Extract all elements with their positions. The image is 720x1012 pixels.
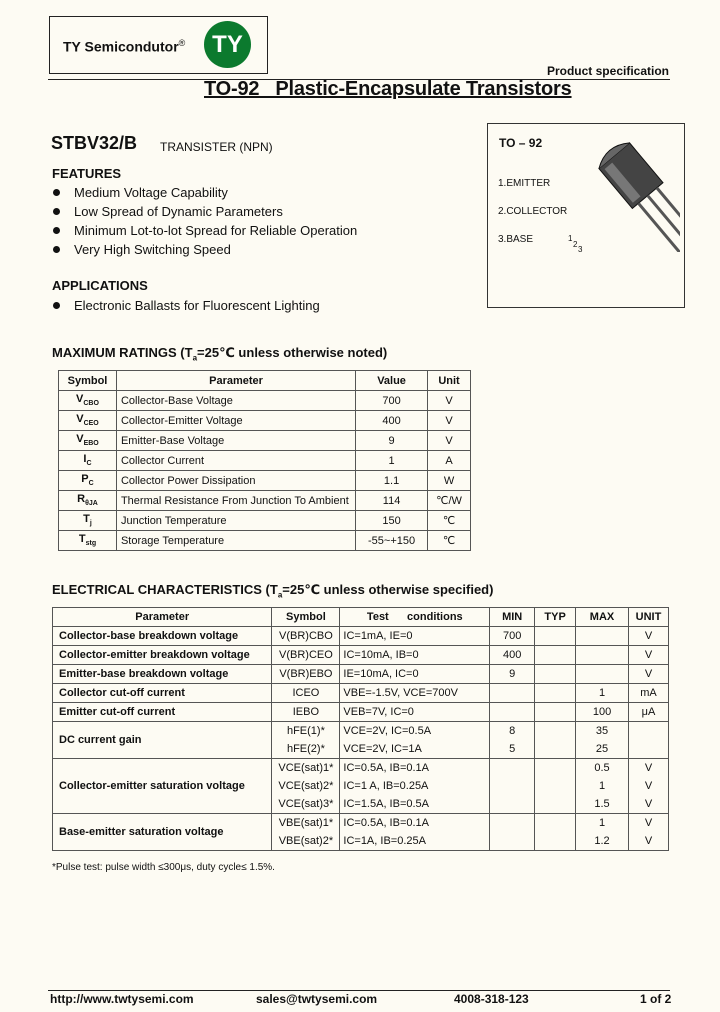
table-row <box>53 703 669 722</box>
symbol-cell: V(BR)CEO <box>272 646 340 665</box>
list-item: Low Spread of Dynamic Parameters <box>48 202 357 221</box>
conditions-cell: VBE=-1.5V, VCE=700V <box>340 684 490 703</box>
parameter-cell: Collector-emitter saturation voltage <box>53 759 272 814</box>
max-cell: 1 <box>576 814 629 833</box>
table-row <box>53 665 669 684</box>
table-row <box>53 722 669 741</box>
parameter-cell: Collector-Base Voltage <box>116 391 355 411</box>
symbol-cell: VCE(sat)1* <box>272 759 340 778</box>
symbol-cell: hFE(2)* <box>272 740 340 759</box>
unit-cell <box>628 740 668 759</box>
value-cell: 150 <box>356 511 428 531</box>
table-row <box>53 759 669 778</box>
typ-cell <box>535 795 576 814</box>
unit-cell: V <box>628 759 668 778</box>
conditions-cell: IC=0.5A, IB=0.1A <box>340 814 490 833</box>
pin-number-2: 2 <box>573 240 578 249</box>
typ-cell <box>535 759 576 778</box>
elec-heading: ELECTRICAL CHARACTERISTICS ($T_a=25℃$ unless otherwise specified) <box>52 582 494 600</box>
conditions-cell: IC=1.5A, IB=0.5A <box>340 795 490 814</box>
conditions-cell: IC=10mA, IB=0 <box>340 646 490 665</box>
symbol-cell <box>59 511 117 531</box>
max-cell: 35 <box>576 722 629 741</box>
max-ratings-heading: MAXIMUM RATINGS ($T_a=25℃$ unless otherwise noted) <box>52 345 388 363</box>
typ-cell <box>535 665 576 684</box>
symbol-main: V <box>76 433 84 446</box>
list-item: Medium Voltage Capability <box>48 183 357 202</box>
unit-cell: V <box>628 795 668 814</box>
conditions-cell: VEB=7V, IC=0 <box>340 703 490 722</box>
symbol-cell <box>59 491 117 511</box>
typ-cell <box>535 740 576 759</box>
unit-cell: A <box>428 451 471 471</box>
max-cell <box>576 665 629 684</box>
table-row <box>59 411 471 431</box>
applications-heading: APPLICATIONS <box>52 278 148 293</box>
pin-number-1: 1 <box>568 234 573 243</box>
symbol-sub: θJA <box>85 500 98 508</box>
min-cell <box>490 703 535 722</box>
value-cell: 700 <box>356 391 428 411</box>
symbol-sub: CBO <box>83 400 99 408</box>
conditions-cell: IC=1 A, IB=0.25A <box>340 777 490 795</box>
symbol-sub: j <box>89 520 92 528</box>
to92-package-image <box>562 140 680 252</box>
pin-2-label: 2.COLLECTOR <box>498 206 568 217</box>
table-row <box>59 531 471 551</box>
typ-cell <box>535 722 576 741</box>
table-row <box>59 491 471 511</box>
footer-email[interactable]: sales@twtysemi.com <box>256 992 378 1006</box>
col-header: Unit <box>428 371 471 391</box>
max-cell <box>576 627 629 646</box>
symbol-cell <box>59 451 117 471</box>
conditions-cell: IC=0.5A, IB=0.1A <box>340 759 490 778</box>
symbol-sub: CEO <box>83 420 99 428</box>
min-cell: 9 <box>490 665 535 684</box>
electrical-table <box>52 607 669 851</box>
min-cell <box>490 684 535 703</box>
col-header: Parameter <box>53 608 272 627</box>
symbol-cell: V(BR)CBO <box>272 627 340 646</box>
max-cell: 25 <box>576 740 629 759</box>
col-header: Value <box>356 371 428 391</box>
unit-cell: V <box>628 646 668 665</box>
table-row <box>53 814 669 833</box>
max-cell: 1 <box>576 684 629 703</box>
unit-cell: V <box>628 627 668 646</box>
value-cell: 1 <box>356 451 428 471</box>
pin-3-label: 3.BASE <box>498 234 534 245</box>
footer-url[interactable]: http://www.twtysemi.com <box>50 992 194 1006</box>
unit-cell: V <box>628 832 668 851</box>
table-row <box>53 684 669 703</box>
unit-cell: ℃ <box>428 531 471 551</box>
col-header: MAX <box>576 608 629 627</box>
table-row <box>53 646 669 665</box>
value-cell: 1.1 <box>356 471 428 491</box>
part-number: STBV32/B <box>51 133 138 153</box>
value-cell: 114 <box>356 491 428 511</box>
conditions-cell: VCE=2V, IC=1A <box>340 740 490 759</box>
col-header: TYP <box>535 608 576 627</box>
symbol-cell: ICEO <box>272 684 340 703</box>
unit-cell: V <box>428 391 471 411</box>
parameter-cell: Base-emitter saturation voltage <box>53 814 272 851</box>
parameter-cell: Collector-emitter breakdown voltage <box>53 646 272 665</box>
footer-divider <box>48 990 670 991</box>
applications-list <box>48 296 320 315</box>
col-header: Test conditions <box>340 608 490 627</box>
features-heading: FEATURES <box>52 166 122 181</box>
parameter-cell: Collector cut-off current <box>53 684 272 703</box>
col-header: MIN <box>490 608 535 627</box>
min-cell: 400 <box>490 646 535 665</box>
ty-logo: TY <box>204 21 251 68</box>
features-list <box>48 183 357 259</box>
page-title: TO-92 Plastic-Encapsulate Transistors <box>204 78 572 100</box>
unit-cell: V <box>428 431 471 451</box>
max-ratings-table <box>58 370 471 551</box>
table-row <box>59 471 471 491</box>
symbol-cell: hFE(1)* <box>272 722 340 741</box>
col-header: Parameter <box>116 371 355 391</box>
min-cell <box>490 795 535 814</box>
conditions-cell: VCE=2V, IC=0.5A <box>340 722 490 741</box>
brand-name: TY Semicondutor® <box>63 38 186 55</box>
parameter-cell: Collector Current <box>116 451 355 471</box>
col-header: UNIT <box>628 608 668 627</box>
symbol-cell: VCE(sat)3* <box>272 795 340 814</box>
table-row <box>59 431 471 451</box>
table-row <box>59 451 471 471</box>
footer-phone: 4008-318-123 <box>454 992 529 1006</box>
table-row <box>59 511 471 531</box>
parameter-cell: Emitter-base breakdown voltage <box>53 665 272 684</box>
min-cell <box>490 759 535 778</box>
unit-cell <box>628 722 668 741</box>
typ-cell <box>535 832 576 851</box>
parameter-cell: Collector Power Dissipation <box>116 471 355 491</box>
symbol-cell <box>59 431 117 451</box>
value-cell: 400 <box>356 411 428 431</box>
max-cell: 1.2 <box>576 832 629 851</box>
symbol-cell <box>59 411 117 431</box>
parameter-cell: Collector-Emitter Voltage <box>116 411 355 431</box>
symbol-main: I <box>83 453 87 466</box>
min-cell: 700 <box>490 627 535 646</box>
typ-cell <box>535 646 576 665</box>
col-header: Symbol <box>59 371 117 391</box>
typ-cell <box>535 777 576 795</box>
typ-cell <box>535 703 576 722</box>
parameter-cell: Storage Temperature <box>116 531 355 551</box>
parameter-cell: Emitter-Base Voltage <box>116 431 355 451</box>
unit-cell: ℃ <box>428 511 471 531</box>
symbol-main: V <box>76 393 84 406</box>
symbol-cell: IEBO <box>272 703 340 722</box>
conditions-cell: IE=10mA, IC=0 <box>340 665 490 684</box>
value-cell: -55~+150 <box>356 531 428 551</box>
max-cell <box>576 646 629 665</box>
symbol-sub: C <box>86 460 92 468</box>
symbol-cell <box>59 531 117 551</box>
pin-1-label: 1.EMITTER <box>498 178 551 189</box>
list-item: Electronic Ballasts for Fluorescent Lighting <box>48 296 320 315</box>
unit-cell: V <box>628 665 668 684</box>
symbol-cell <box>59 391 117 411</box>
symbol-cell: VBE(sat)2* <box>272 832 340 851</box>
max-cell: 100 <box>576 703 629 722</box>
table-row <box>53 627 669 646</box>
symbol-sub: stg <box>85 540 97 548</box>
min-cell <box>490 832 535 851</box>
parameter-cell: DC current gain <box>53 722 272 759</box>
min-cell <box>490 814 535 833</box>
list-item: Very High Switching Speed <box>48 240 357 259</box>
unit-cell: μA <box>628 703 668 722</box>
max-cell: 0.5 <box>576 759 629 778</box>
value-cell: 9 <box>356 431 428 451</box>
unit-cell: V <box>628 814 668 833</box>
conditions-cell: IC=1A, IB=0.25A <box>340 832 490 851</box>
table-row <box>59 391 471 411</box>
symbol-cell <box>59 471 117 491</box>
unit-cell: V <box>628 777 668 795</box>
max-cell: 1.5 <box>576 795 629 814</box>
typ-cell <box>535 814 576 833</box>
unit-cell: mA <box>628 684 668 703</box>
symbol-main: T <box>83 513 90 526</box>
parameter-cell: Junction Temperature <box>116 511 355 531</box>
parameter-cell: Emitter cut-off current <box>53 703 272 722</box>
symbol-cell: V(BR)EBO <box>272 665 340 684</box>
symbol-cell: VBE(sat)1* <box>272 814 340 833</box>
symbol-main: T <box>78 533 86 546</box>
pulse-note: *Pulse test: pulse width ≤300μs, duty cycle≤ 1.5%. <box>52 862 275 873</box>
conditions-cell: IC=1mA, IE=0 <box>340 627 490 646</box>
symbol-sub: EBO <box>83 440 99 448</box>
list-item: Minimum Lot-to-lot Spread for Reliable Operation <box>48 221 357 240</box>
min-cell <box>490 777 535 795</box>
symbol-main: P <box>81 473 89 486</box>
pin-number-3: 3 <box>578 245 583 254</box>
col-header: Symbol <box>272 608 340 627</box>
symbol-main: V <box>76 413 84 426</box>
typ-cell <box>535 627 576 646</box>
part-type: TRANSISTER (NPN) <box>160 140 273 154</box>
symbol-sub: C <box>88 480 94 488</box>
min-cell: 5 <box>490 740 535 759</box>
parameter-cell: Collector-base breakdown voltage <box>53 627 272 646</box>
symbol-cell: VCE(sat)2* <box>272 777 340 795</box>
unit-cell: V <box>428 411 471 431</box>
min-cell: 8 <box>490 722 535 741</box>
max-cell: 1 <box>576 777 629 795</box>
parameter-cell: Thermal Resistance From Junction To Ambient <box>116 491 355 511</box>
unit-cell: W <box>428 471 471 491</box>
symbol-main: R <box>77 493 86 506</box>
package-title: TO – 92 <box>499 136 543 150</box>
spec-label: Product specification <box>546 64 669 78</box>
typ-cell <box>535 684 576 703</box>
unit-cell: ℃/W <box>428 491 471 511</box>
page-number: 1 of 2 <box>640 992 672 1006</box>
